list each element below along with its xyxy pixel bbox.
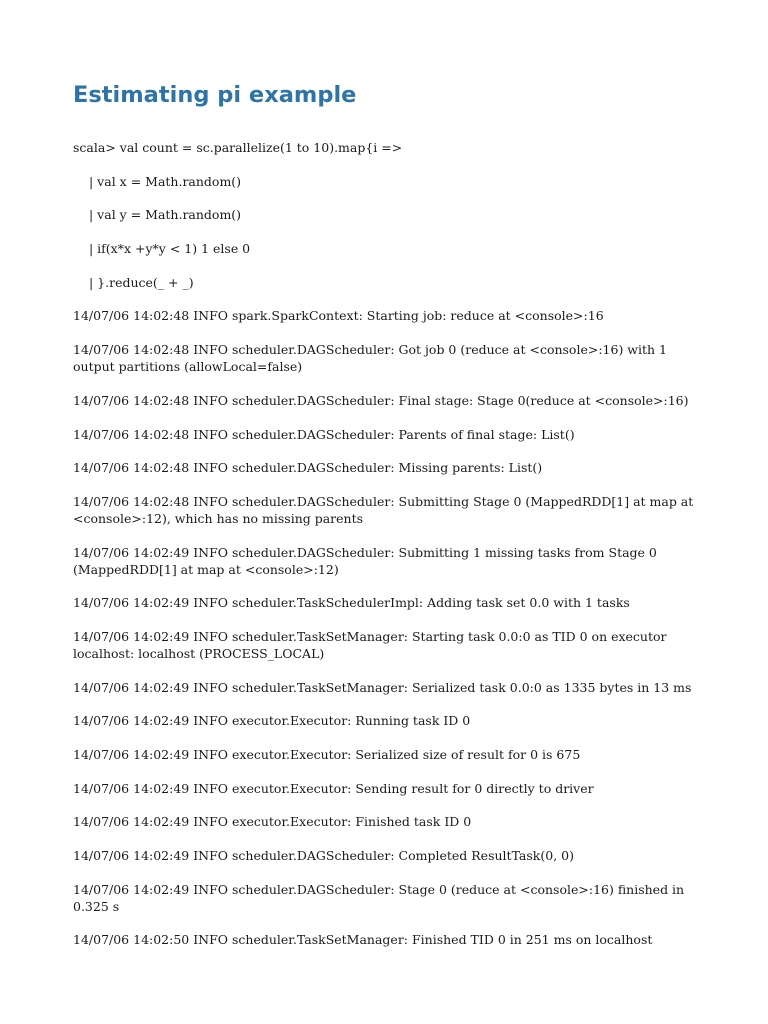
document-body	[73, 139, 698, 965]
log-line: 14/07/06 14:02:49 INFO scheduler.DAGScheduler: Stage 0 (reduce at <console>:16) finished in 0.325 s	[73, 881, 689, 914]
log-line: 14/07/06 14:02:50 INFO scheduler.TaskSetManager: Finished TID 0 in 251 ms on localhost	[73, 932, 653, 948]
log-line: 14/07/06 14:02:49 INFO scheduler.TaskSchedulerImpl: Adding task set 0.0 with 1 tasks	[73, 595, 630, 611]
log-line: 14/07/06 14:02:49 INFO executor.Executor: Running task ID 0	[73, 713, 471, 729]
log-line: 14/07/06 14:02:48 INFO scheduler.DAGScheduler: Got job 0 (reduce at <console>:16) with 1 output partitions (allowLocal=false)	[73, 342, 671, 375]
log-line: 14/07/06 14:02:48 INFO scheduler.DAGScheduler: Missing parents: List()	[73, 460, 543, 476]
log-line: 14/07/06 14:02:49 INFO scheduler.DAGScheduler: Submitting 1 missing tasks from Stage 0 (MappedRDD[1] at map at <console>:12)	[73, 544, 661, 577]
page-title: Estimating pi example	[73, 82, 357, 108]
log-line: 14/07/06 14:02:49 INFO scheduler.TaskSetManager: Serialized task 0.0:0 as 1335 bytes in 13 ms	[73, 679, 692, 695]
log-line: 14/07/06 14:02:49 INFO scheduler.TaskSetManager: Starting task 0.0:0 as TID 0 on executor localhost: localhost (PROCESS_LOCAL)	[73, 628, 671, 661]
code-line: | val x = Math.random()	[89, 173, 242, 189]
log-line: 14/07/06 14:02:48 INFO scheduler.DAGScheduler: Submitting Stage 0 (MappedRDD[1] at map at <console>:12), which has no missing parents	[73, 493, 698, 526]
log-line: 14/07/06 14:02:48 INFO scheduler.DAGScheduler: Parents of final stage: List()	[73, 426, 575, 442]
code-line: | val y = Math.random()	[89, 207, 242, 223]
log-line: 14/07/06 14:02:49 INFO executor.Executor: Sending result for 0 directly to driver	[73, 780, 594, 796]
log-line: 14/07/06 14:02:49 INFO executor.Executor: Finished task ID 0	[73, 814, 472, 830]
code-line: | if(x*x +y*y < 1) 1 else 0	[89, 241, 251, 257]
code-line: scala> val count = sc.parallelize(1 to 10).map{i =>	[73, 140, 403, 155]
log-line: 14/07/06 14:02:48 INFO scheduler.DAGScheduler: Final stage: Stage 0(reduce at <console>:16)	[73, 392, 689, 408]
log-line: 14/07/06 14:02:48 INFO spark.SparkContext: Starting job: reduce at <console>:16	[73, 308, 604, 324]
log-line: 14/07/06 14:02:49 INFO executor.Executor: Serialized size of result for 0 is 675	[73, 747, 581, 762]
code-line: | }.reduce(_ + _)	[89, 274, 194, 290]
log-line: 14/07/06 14:02:49 INFO scheduler.DAGScheduler: Completed ResultTask(0, 0)	[73, 848, 574, 864]
